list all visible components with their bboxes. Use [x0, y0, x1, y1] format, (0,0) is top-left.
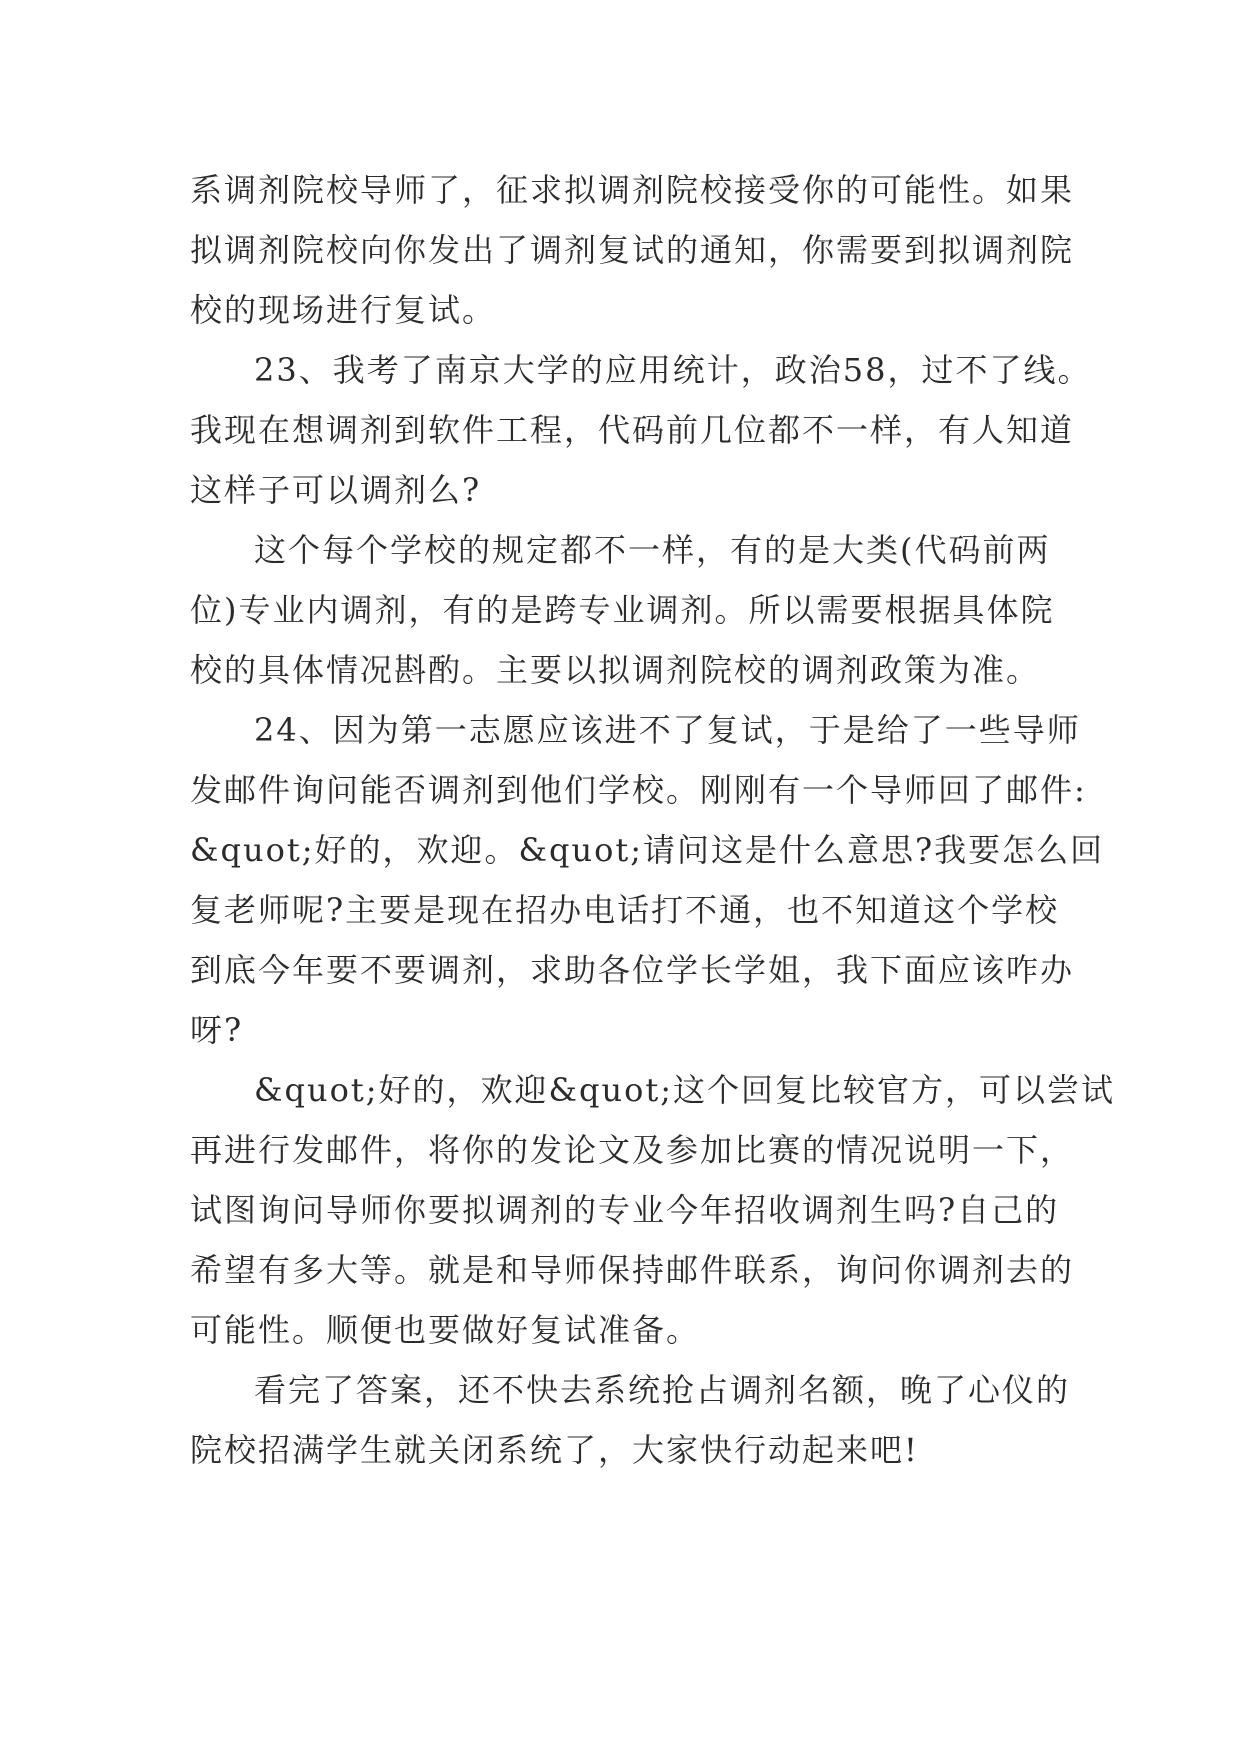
question-23-line-2: 我现在想调剂到软件工程，代码前几位都不一样，有人知道 [190, 411, 1075, 449]
question-24-line-3: &quot;好的，欢迎。&quot;请问这是什么意思?我要怎么回 [190, 831, 1105, 869]
answer-23-line-1: 这个每个学校的规定都不一样，有的是大类(代码前两 [254, 531, 1051, 569]
answer-23-line-2: 位)专业内调剂，有的是跨专业调剂。所以需要根据具体院 [190, 591, 1055, 629]
answer-24-line-2: 再进行发邮件，将你的发论文及参加比赛的情况说明一下， [190, 1131, 1075, 1169]
answer-24-line-3: 试图询问导师你要拟调剂的专业今年招收调剂生吗?自己的 [190, 1191, 1060, 1229]
answer-24-line-5: 可能性。顺便也要做好复试准备。 [190, 1311, 701, 1349]
closing-line-2: 院校招满学生就关闭系统了，大家快行动起来吧! [190, 1431, 919, 1469]
paragraph-1-line-3: 校的现场进行复试。 [190, 291, 497, 329]
paragraph-1-line-1: 系调剂院校导师了，征求拟调剂院校接受你的可能性。如果 [190, 171, 1075, 209]
answer-24-line-1: &quot;好的，欢迎&quot;这个回复比较官方，可以尝试 [254, 1071, 1115, 1109]
question-24-line-4: 复老师呢?主要是现在招办电话打不通，也不知道这个学校 [190, 891, 1060, 929]
question-24-line-6: 呀? [190, 1011, 244, 1049]
question-23-line-3: 这样子可以调剂么? [190, 471, 482, 509]
closing-line-1: 看完了答案，还不快去系统抢占调剂名额，晚了心仪的 [254, 1371, 1071, 1409]
question-23-line-1: 23、我考了南京大学的应用统计，政治58，过不了线。 [254, 351, 1092, 389]
answer-23-line-3: 校的具体情况斟酌。主要以拟调剂院校的调剂政策为准。 [190, 651, 1041, 689]
question-24-line-1: 24、因为第一志愿应该进不了复试，于是给了一些导师 [254, 711, 1081, 749]
question-24-line-5: 到底今年要不要调剂，求助各位学长学姐，我下面应该咋办 [190, 951, 1075, 989]
document-body [190, 160, 1115, 1480]
paragraph-1-line-2: 拟调剂院校向你发出了调剂复试的通知，你需要到拟调剂院 [190, 231, 1075, 269]
answer-24-line-4: 希望有多大等。就是和导师保持邮件联系，询问你调剂去的 [190, 1251, 1075, 1289]
question-24-line-2: 发邮件询问能否调剂到他们学校。刚刚有一个导师回了邮件: [190, 771, 1087, 809]
